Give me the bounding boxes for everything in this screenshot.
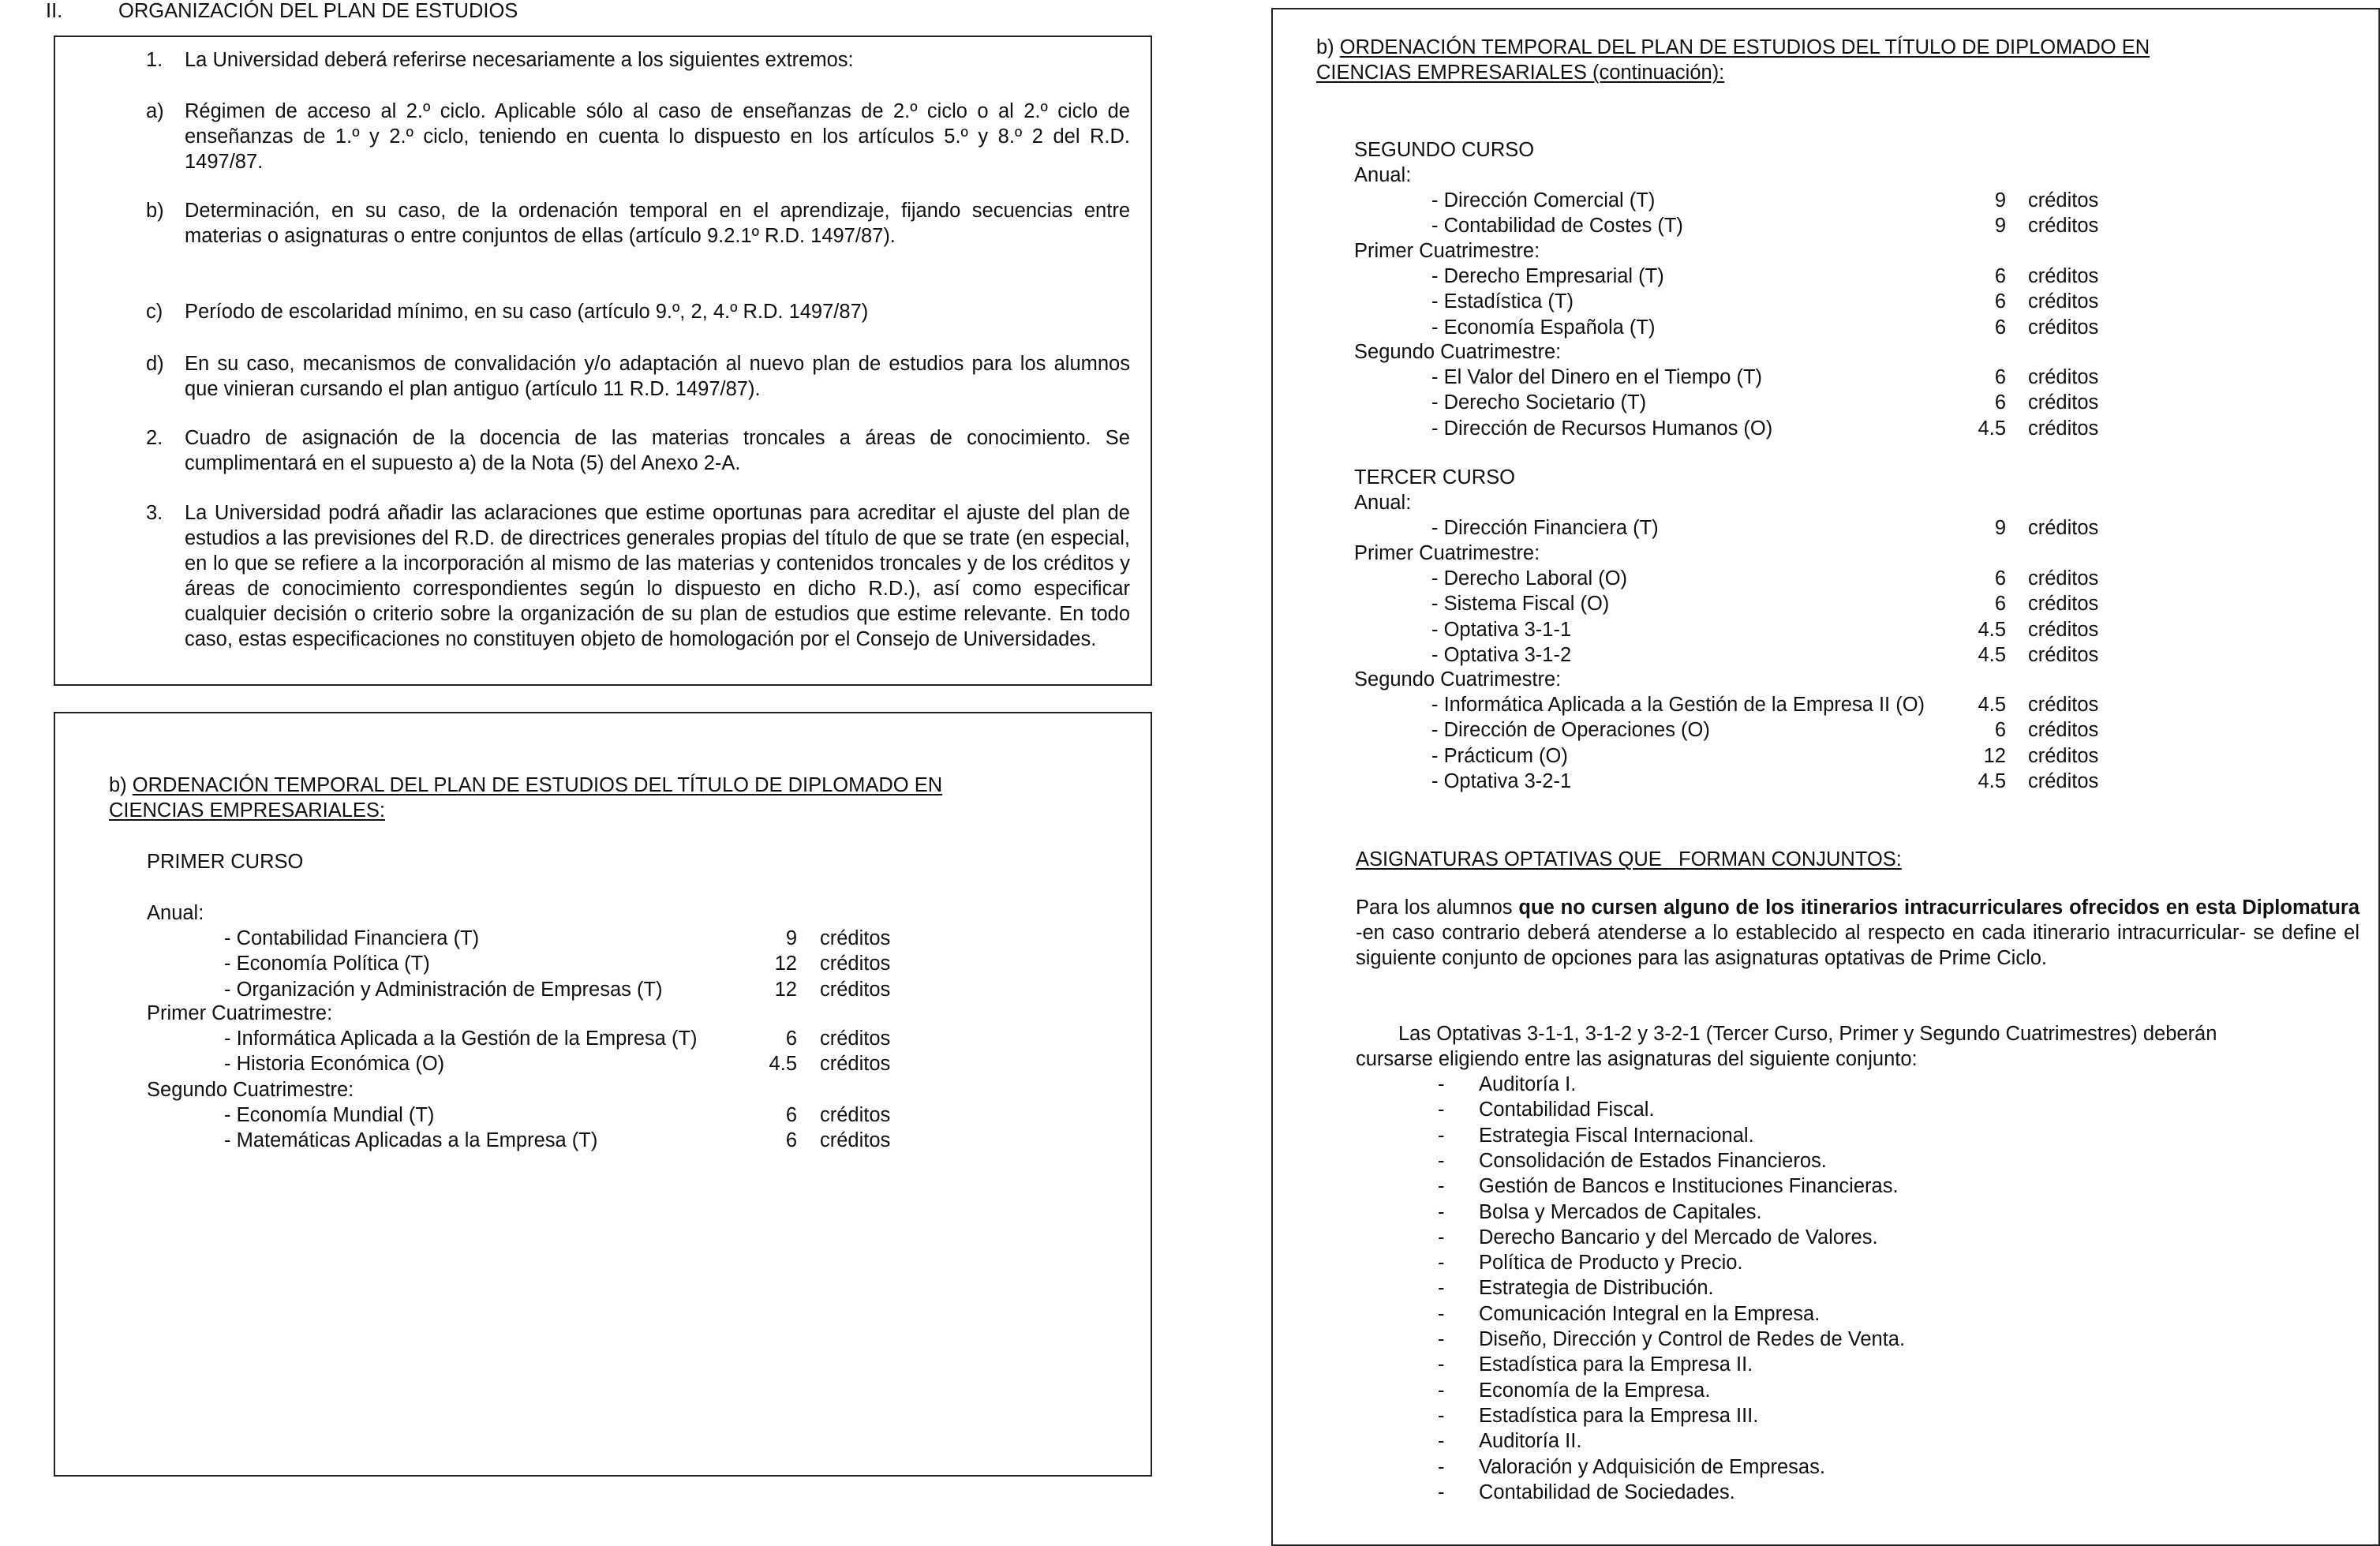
subject-credits-unit: créditos (820, 1053, 891, 1076)
list-item-text: Gestión de Bancos e Instituciones Financieras. (1479, 1175, 1899, 1198)
subject-credits: 12 (774, 953, 797, 975)
subject-name: - Optativa 3-1-1 (1431, 618, 1572, 641)
para-text: Para los alumnos (1356, 897, 1519, 919)
item-marker: c) (146, 301, 163, 323)
anual-label: Anual: (1354, 164, 1412, 186)
subject-credits-unit: créditos (2028, 366, 2099, 388)
optativas-paragraph (1356, 895, 2359, 971)
optativas-heading: ASIGNATURAS OPTATIVAS QUE FORMAN CONJUNTOS: (1356, 848, 1902, 870)
subject-name: - Informática Aplicada a la Gestión de la Empresa II (O) (1431, 694, 1925, 716)
sem1-label: Primer Cuatrimestre: (147, 1002, 333, 1024)
subject-credits: 6 (785, 1104, 797, 1126)
subject-credits-unit: créditos (2028, 618, 2099, 641)
list-item-text: Valoración y Adquisición de Empresas. (1479, 1455, 1825, 1478)
subject-credits-unit: créditos (2028, 290, 2099, 313)
list-bullet: - (1438, 1328, 1445, 1350)
subject-credits-unit: créditos (2028, 391, 2099, 414)
item-text: Régimen de acceso al 2.º ciclo. Aplicable sólo al caso de enseñanzas de 2.º ciclo o al 2.º ciclo de enseñanzas de 1.º y 2.º ciclo, teniendo en cuenta lo dispuesto en los artículos 5.º y 8.º 2 del R.D. 1497/87. (185, 100, 1130, 173)
list-bullet: - (1438, 1149, 1445, 1172)
subject-credits-unit: créditos (2028, 643, 2099, 666)
subject-name: - Optativa 3-2-1 (1431, 769, 1572, 792)
subject-name: - Contabilidad de Costes (T) (1431, 215, 1683, 238)
list-bullet: - (1438, 1455, 1445, 1478)
anual-label: Anual: (147, 902, 204, 924)
subject-credits: 9 (1994, 189, 2006, 211)
subject-name: - Derecho Societario (T) (1431, 391, 1647, 414)
sem1-label: Primer Cuatrimestre: (1354, 542, 1540, 564)
subject-credits: 4.5 (769, 1053, 797, 1076)
subject-credits: 6 (1994, 366, 2006, 388)
list-bullet: - (1438, 1073, 1445, 1095)
list-item-text: Estrategia Fiscal Internacional. (1479, 1124, 1754, 1147)
subject-name: - Economía Española (T) (1431, 316, 1656, 339)
subject-name: - El Valor del Dinero en el Tiempo (T) (1431, 366, 1763, 388)
subject-name: - Historia Económica (O) (224, 1053, 445, 1076)
list-bullet: - (1438, 1277, 1445, 1300)
subject-credits-unit: créditos (2028, 719, 2099, 742)
list-bullet: - (1438, 1252, 1445, 1275)
item-marker: 1. (146, 49, 163, 71)
item-text: La Universidad podrá añadir las aclaraciones que estime oportunas para acreditar el ajuste del plan de estudios a las previsiones del R.D. de directrices generales propias del título de que se trate (en especial, en lo que se refiere a la incorporación al mismo de las materias y contenidos troncales y de los créditos y áreas de conocimiento correspondientes según lo dispuesto en dicho R.D.), así como especificar cualquier decisión o criterio sobre la organización de su plan de estudios que estime relevante. En todo caso, estas especificaciones no constituyen objeto de homologación por el Consejo de Universidades. (185, 502, 1130, 650)
optativas-paragraph2-line1: Las Optativas 3-1-1, 3-1-2 y 3-2-1 (Tercer Curso, Primer y Segundo Cuatrimestres) deberán (1398, 1023, 2217, 1045)
subject-credits: 6 (1994, 391, 2006, 414)
list-bullet: - (1438, 1480, 1445, 1503)
subject-name: - Derecho Laboral (O) (1431, 567, 1628, 590)
subject-credits: 6 (785, 1028, 797, 1050)
subject-name: - Prácticum (O) (1431, 744, 1568, 767)
subject-credits-unit: créditos (2028, 769, 2099, 792)
subject-name: - Estadística (T) (1431, 290, 1574, 313)
subject-name: - Organización y Administración de Empresas (T) (224, 978, 663, 1001)
subject-credits: 12 (1983, 744, 2006, 767)
list-bullet: - (1438, 1226, 1445, 1248)
subject-credits: 9 (785, 927, 797, 949)
list-item-text: Comunicación Integral en la Empresa. (1479, 1302, 1821, 1325)
item-marker: b) (146, 200, 164, 222)
list-bullet: - (1438, 1379, 1445, 1402)
subject-credits: 6 (1994, 265, 2006, 287)
heading-text: ORDENACIÓN TEMPORAL DEL PLAN DE ESTUDIOS DEL TÍTULO DE DIPLOMADO EN (132, 774, 943, 796)
subject-credits-unit: créditos (2028, 316, 2099, 339)
sem2-label: Segundo Cuatrimestre: (1354, 668, 1562, 691)
box3-heading-line1 (1316, 35, 2150, 60)
subject-credits: 6 (1994, 316, 2006, 339)
subject-name: - Dirección de Operaciones (O) (1431, 719, 1710, 742)
list-bullet: - (1438, 1404, 1445, 1427)
subject-credits-unit: créditos (2028, 593, 2099, 616)
item-text: Cuadro de asignación de la docencia de las materias troncales a áreas de conocimiento. Se cumplimentará en el supuesto a) de la Nota (5) del Anexo 2-A. (185, 427, 1130, 474)
subject-credits-unit: créditos (820, 1104, 891, 1126)
subject-credits: 12 (774, 978, 797, 1001)
optativas-paragraph2-line2: cursarse eligiendo entre las asignaturas del siguiente conjunto: (1356, 1048, 1918, 1070)
subject-name: - Informática Aplicada a la Gestión de la Empresa (T) (224, 1028, 698, 1050)
subject-credits: 4.5 (1978, 643, 2006, 666)
sem2-label: Segundo Cuatrimestre: (1354, 341, 1562, 363)
para-text: -en caso contrario deberá atenderse a lo establecido al respecto en cada itinerario intracurricular- se define el siguiente conjunto de opciones para las asignaturas optativas de Prime Ciclo. (1356, 922, 2359, 969)
subject-credits: 4.5 (1978, 618, 2006, 641)
subject-credits-unit: créditos (820, 978, 891, 1001)
segundo-curso-title: SEGUNDO CURSO (1354, 139, 1535, 161)
subject-name: - Dirección de Recursos Humanos (O) (1431, 417, 1773, 440)
subject-credits-unit: créditos (2028, 517, 2099, 539)
box2-heading-line2: CIENCIAS EMPRESARIALES: (109, 799, 386, 822)
subject-name: - Dirección Comercial (T) (1431, 189, 1656, 211)
list-item-text: Auditoría II. (1479, 1430, 1582, 1453)
item-text: Período de escolaridad mínimo, en su caso (artículo 9.º, 2, 4.º R.D. 1497/87) (185, 301, 869, 323)
subject-name: - Economía Política (T) (224, 953, 430, 975)
list-bullet: - (1438, 1175, 1445, 1198)
subject-credits-unit: créditos (2028, 417, 2099, 440)
subject-name: - Contabilidad Financiera (T) (224, 927, 480, 949)
list-bullet: - (1438, 1430, 1445, 1453)
subject-name: - Matemáticas Aplicadas a la Empresa (T) (224, 1129, 598, 1152)
subject-credits-unit: créditos (820, 927, 891, 949)
item-marker: 3. (146, 502, 163, 524)
subject-credits: 6 (785, 1129, 797, 1152)
item-text: Determinación, en su caso, de la ordenación temporal en el aprendizaje, fijando secuencias entre materias o asignaturas o entre conjuntos de ellas (artículo 9.2.1º R.D. 1497/87). (185, 200, 1130, 247)
list-item-text: Auditoría I. (1479, 1073, 1577, 1095)
subject-credits: 9 (1994, 215, 2006, 238)
item-marker: 2. (146, 427, 163, 449)
list-item-text: Contabilidad Fiscal. (1479, 1099, 1655, 1121)
subject-credits: 4.5 (1978, 694, 2006, 716)
list-item-text: Consolidación de Estados Financieros. (1479, 1149, 1827, 1172)
list-item-text: Bolsa y Mercados de Capitales. (1479, 1200, 1762, 1223)
subject-credits-unit: créditos (820, 1129, 891, 1152)
section-number: II. (46, 0, 63, 22)
box2-heading-line1 (109, 773, 942, 798)
list-item-text: Diseño, Dirección y Control de Redes de Venta. (1479, 1328, 1906, 1350)
list-item-text: Estadística para la Empresa III. (1479, 1404, 1759, 1427)
subject-credits-unit: créditos (820, 1028, 891, 1050)
subject-name: - Economía Mundial (T) (224, 1104, 435, 1126)
subject-credits: 4.5 (1978, 769, 2006, 792)
list-item-text: Economía de la Empresa. (1479, 1379, 1711, 1402)
subject-credits: 6 (1994, 593, 2006, 616)
item-text: La Universidad deberá referirse necesariamente a los siguientes extremos: (185, 49, 854, 71)
list-item-text: Contabilidad de Sociedades. (1479, 1480, 1735, 1503)
heading-prefix: b) (1316, 36, 1340, 58)
list-item-text: Política de Producto y Precio. (1479, 1252, 1743, 1275)
list-bullet: - (1438, 1099, 1445, 1121)
list-bullet: - (1438, 1124, 1445, 1147)
subject-name: - Derecho Empresarial (T) (1431, 265, 1664, 287)
list-item-text: Estadística para la Empresa II. (1479, 1353, 1753, 1376)
subject-name: - Optativa 3-1-2 (1431, 643, 1572, 666)
subject-name: - Dirección Financiera (T) (1431, 517, 1659, 539)
sem2-label: Segundo Cuatrimestre: (147, 1079, 354, 1101)
list-bullet: - (1438, 1302, 1445, 1325)
subject-credits: 6 (1994, 567, 2006, 590)
subject-credits-unit: créditos (2028, 215, 2099, 238)
box3-heading-line2: CIENCIAS EMPRESARIALES (continuación): (1316, 62, 1725, 84)
subject-credits-unit: créditos (2028, 265, 2099, 287)
subject-credits: 4.5 (1978, 417, 2006, 440)
subject-credits-unit: créditos (820, 953, 891, 975)
subject-credits: 6 (1994, 719, 2006, 742)
tercer-curso-title: TERCER CURSO (1354, 466, 1516, 489)
heading-text: ORDENACIÓN TEMPORAL DEL PLAN DE ESTUDIOS DEL TÍTULO DE DIPLOMADO EN (1339, 36, 2150, 58)
subject-credits-unit: créditos (2028, 744, 2099, 767)
subject-credits: 9 (1994, 517, 2006, 539)
list-item-text: Estrategia de Distribución. (1479, 1277, 1714, 1300)
item-marker: d) (146, 353, 164, 375)
course-title: PRIMER CURSO (147, 851, 304, 873)
anual-label: Anual: (1354, 492, 1412, 514)
item-marker: a) (146, 100, 164, 122)
subject-credits-unit: créditos (2028, 694, 2099, 716)
subject-name: - Sistema Fiscal (O) (1431, 593, 1610, 616)
subject-credits-unit: créditos (2028, 189, 2099, 211)
list-bullet: - (1438, 1200, 1445, 1223)
subject-credits-unit: créditos (2028, 567, 2099, 590)
list-bullet: - (1438, 1353, 1445, 1376)
heading-prefix: b) (109, 774, 133, 796)
list-item-text: Derecho Bancario y del Mercado de Valores. (1479, 1226, 1878, 1248)
item-text: En su caso, mecanismos de convalidación y/o adaptación al nuevo plan de estudios para los alumnos que vinieran cursando el plan antiguo (artículo 11 R.D. 1497/87). (185, 353, 1130, 400)
para-bold-text: que no cursen alguno de los itinerarios intracurriculares ofrecidos en esta Diplomatura (1518, 897, 2359, 919)
section-title: ORGANIZACIÓN DEL PLAN DE ESTUDIOS (118, 0, 518, 22)
sem1-label: Primer Cuatrimestre: (1354, 240, 1540, 262)
subject-credits: 6 (1994, 290, 2006, 313)
